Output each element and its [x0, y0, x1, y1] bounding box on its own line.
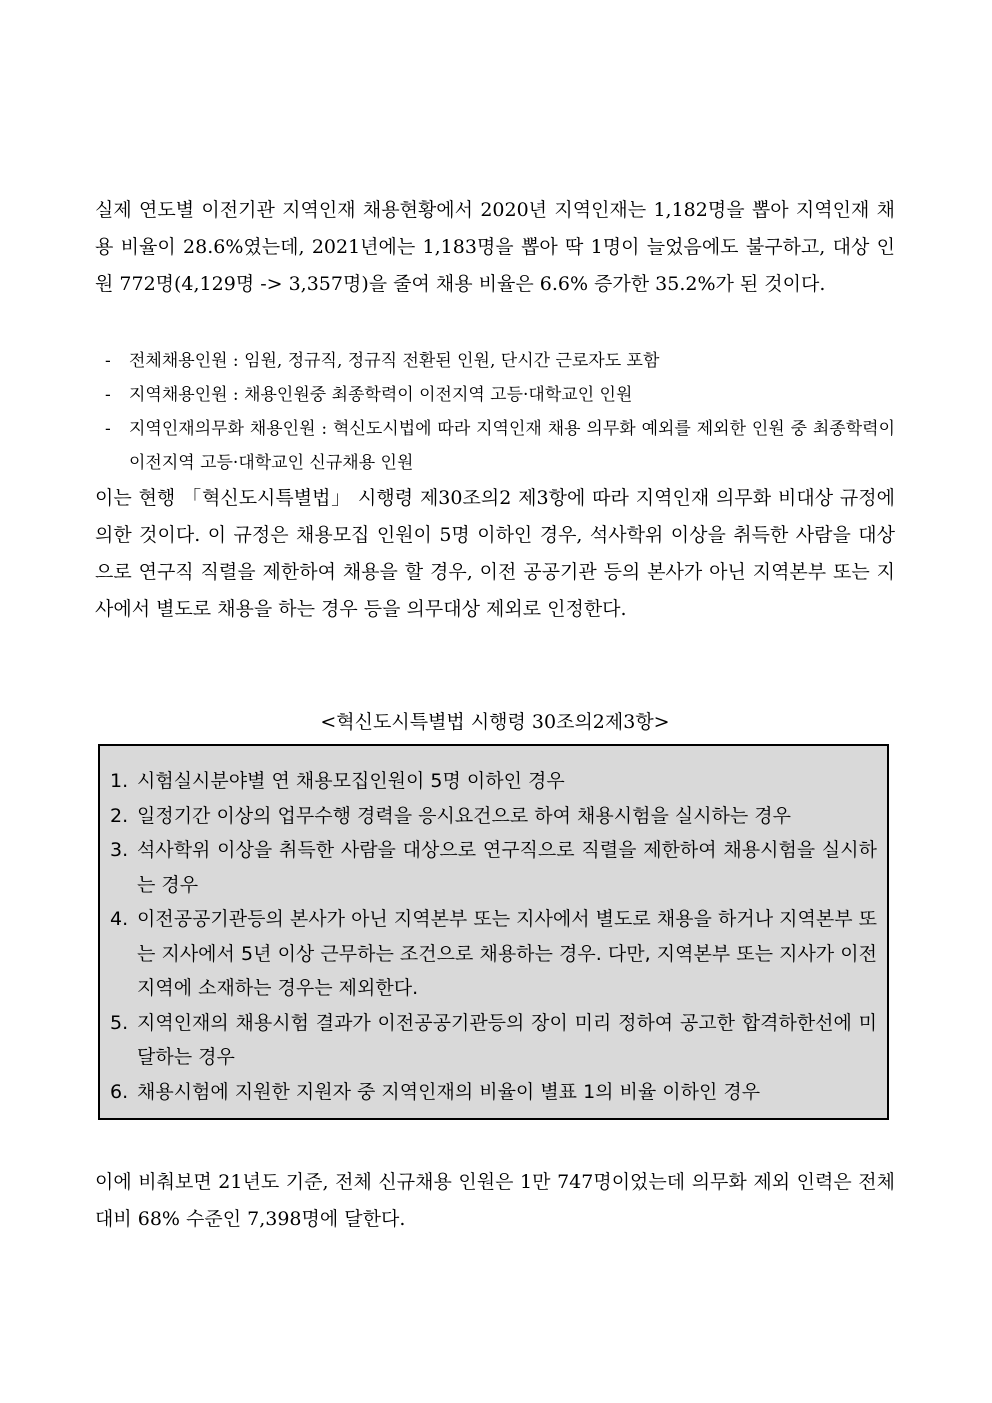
note-total-hires: - 전체채용인원 : 임원, 정규직, 정규직 전환된 인원, 단시간 근로자도 포함 [101, 344, 895, 378]
item-text: 석사학위 이상을 취득한 사람을 대상으로 연구직으로 직렬을 제한하여 채용시험을 실시하는 경우 [137, 839, 877, 896]
item-number: 5. [110, 1011, 129, 1034]
item-number: 1. [110, 770, 129, 792]
box-caption: <혁신도시특별법 시행령 30조의2제3항> [320, 711, 670, 733]
item-number: 6. [110, 1080, 129, 1103]
item-text: 이전공공기관등의 본사가 아닌 지역본부 또는 지사에서 별도로 채용을 하거나 지역본부 또는 지사에서 5년 이상 근무하는 조건으로 채용하는 경우. 다만, 지역본부 또는 지사가 이전지역에 소재하는 경우는 제외한다. [137, 908, 877, 999]
item-number: 2. [110, 804, 129, 827]
paragraph-recruitment-status: 실제 연도별 이전기관 지역인재 채용현황에서 2020년 지역인재는 1,182명을 뽑아 지역인재 채용 비율이 28.6%였는데, 2021년에는 1,183명을 뽑아 딱 1명이 늘었음에도 불구하고, 대상 인원 772명(4,129명 -> 3,357명)을 줄여 채용 비율은 6.6% 증가한 35.2%가 된 것이다. [95, 199, 895, 295]
exemption-item [110, 799, 877, 834]
definition-notes [95, 344, 895, 480]
exemption-item [110, 902, 877, 1006]
item-text: 채용시험에 지원한 지원자 중 지역인재의 비율이 별표 1의 비율 이하인 경우 [137, 1080, 761, 1103]
exemption-item [110, 833, 877, 902]
paragraph-2021-figures: 이에 비춰보면 21년도 기준, 전체 신규채용 인원은 1만 747명이었는데 의무화 제외 인력은 전체 대비 68% 수준인 7,398명에 달한다. [95, 1171, 895, 1230]
paragraph-exemption-rule: 이는 현행 「혁신도시특별법」 시행령 제30조의2 제3항에 따라 지역인재 의무화 비대상 규정에 의한 것이다. 이 규정은 채용모집 인원이 5명 이하인 경우, 석사학위 이상을 취득한 사람을 대상으로 연구직 직렬을 제한하여 채용을 할 경우, 이전 공공기관 등의 본사가 아닌 지역본부 또는 지사에서 별도로 채용을 하는 경우 등을 의무대상 제외로 인정한다. [95, 487, 895, 620]
exemption-list-box [98, 744, 889, 1120]
note-local-hires: - 지역채용인원 : 채용인원중 최종학력이 이전지역 고등·대학교인 인원 [101, 378, 895, 412]
exemption-item [110, 764, 877, 799]
item-text: 시험실시분야별 연 채용모집인원이 5명 이하인 경우 [137, 770, 565, 792]
item-number: 3. [110, 839, 129, 861]
item-number: 4. [110, 908, 129, 930]
exemption-item [110, 1075, 877, 1110]
exemption-item [110, 1006, 877, 1075]
document-body [95, 192, 895, 628]
item-text: 지역인재의 채용시험 결과가 이전공공기관등의 장이 미리 정하여 공고한 합격하한선에 미달하는 경우 [137, 1011, 877, 1068]
exemption-list [110, 764, 877, 1109]
note-mandatory-local-hires: - 지역인재의무화 채용인원 : 혁신도시법에 따라 지역인재 채용 의무화 예외를 제외한 인원 중 최종학력이 이전지역 고등·대학교인 신규채용 인원 [101, 412, 895, 480]
item-text: 일정기간 이상의 업무수행 경력을 응시요건으로 하여 채용시험을 실시하는 경우 [137, 804, 791, 827]
